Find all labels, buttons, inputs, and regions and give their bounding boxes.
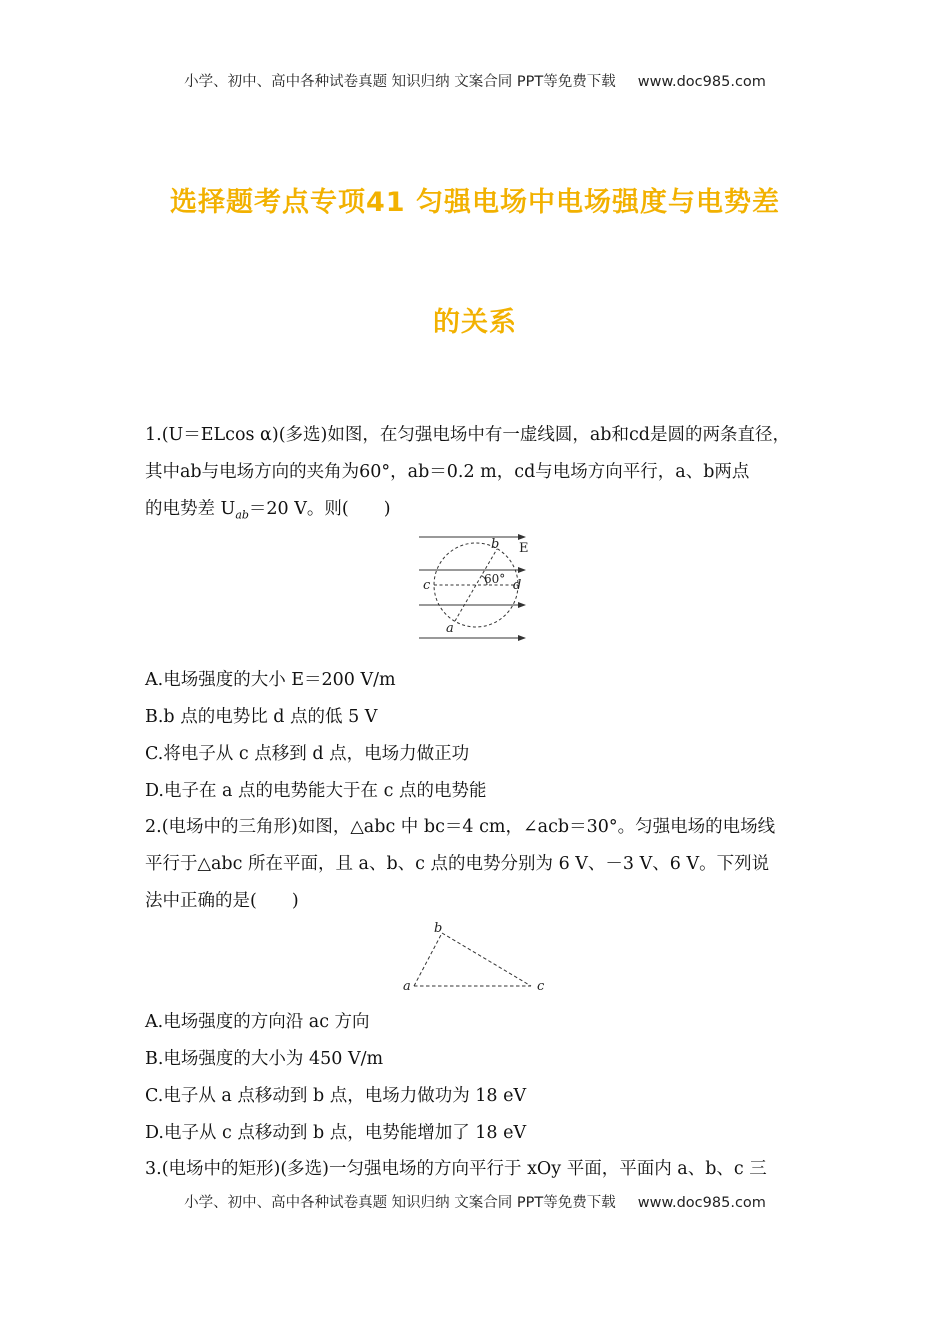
label-a: a — [446, 621, 454, 636]
footer-site: www.doc985.com — [637, 1195, 766, 1211]
q3-stem-line-1: 3.(电场中的矩形)(多选)一匀强电场的方向平行于 xOy 平面，平面内 a、b、c 三 — [145, 1159, 767, 1179]
title-line-2: 的关系 — [433, 307, 517, 338]
label-d: d — [513, 578, 522, 593]
footer-text: 小学、初中、高中各种试卷真题 知识归纳 文案合同 PPT等免费下载 — [184, 1195, 616, 1211]
label-c: c — [537, 979, 545, 994]
label-a: a — [403, 979, 411, 994]
q1-stem-line-1: 1.(U＝ELcos α)(多选)如图，在匀强电场中有一虚线圆，ab和cd是圆的两条直径， — [145, 425, 790, 445]
q2-figure — [398, 917, 558, 995]
q2-option-d: D.电子从 c 点移动到 b 点，电势能增加了 18 eV — [145, 1123, 527, 1143]
q2-option-c: C.电子从 a 点移动到 b 点，电场力做功为 18 eV — [145, 1086, 527, 1106]
q2-option-a: A.电场强度的方向沿 ac 方向 — [145, 1012, 370, 1032]
side-ab — [414, 933, 442, 986]
q1-stem-text: 的电势差 U — [145, 499, 236, 519]
q2-stem-line-1: 2.(电场中的三角形)如图，△abc 中 bc＝4 cm，∠acb＝30°。匀强电场的电场线 — [145, 817, 776, 837]
q1-subscript: ab — [235, 508, 249, 522]
q2-stem-line-2: 平行于△abc 所在平面，且 a、b、c 点的电势分别为 6 V、－3 V、6 V。下列说 — [145, 854, 770, 874]
label-c: c — [423, 578, 431, 593]
q2-option-b: B.电场强度的大小为 450 V/m — [145, 1049, 384, 1069]
q1-figure — [415, 530, 540, 645]
q1-option-d: D.电子在 a 点的电势能大于在 c 点的电势能 — [145, 781, 487, 801]
q2-stem-line-3: 法中正确的是( ) — [145, 891, 299, 911]
title-line-1: 选择题考点专项41 匀强电场中电场强度与电势差 — [170, 187, 780, 218]
q1-option-b: B.b 点的电势比 d 点的低 5 V — [145, 707, 378, 727]
q1-option-c: C.将电子从 c 点移到 d 点，电场力做正功 — [145, 744, 470, 764]
side-bc — [442, 933, 531, 986]
label-angle: 60° — [484, 572, 506, 586]
label-b: b — [434, 921, 443, 936]
q1-stem-line-3 — [145, 495, 391, 522]
page-footer — [0, 1191, 950, 1212]
label-E: E — [519, 541, 529, 556]
q1-stem-tail: ＝20 V。则( ) — [248, 499, 391, 519]
label-b: b — [491, 537, 500, 552]
q1-option-a: A.电场强度的大小 E＝200 V/m — [145, 670, 396, 690]
header-site: www.doc985.com — [637, 74, 766, 90]
q1-stem-line-2: 其中ab与电场方向的夹角为60°，ab＝0.2 m，cd与电场方向平行，a、b两点 — [145, 462, 750, 482]
header-text: 小学、初中、高中各种试卷真题 知识归纳 文案合同 PPT等免费下载 — [184, 74, 616, 90]
page-header — [0, 70, 950, 91]
